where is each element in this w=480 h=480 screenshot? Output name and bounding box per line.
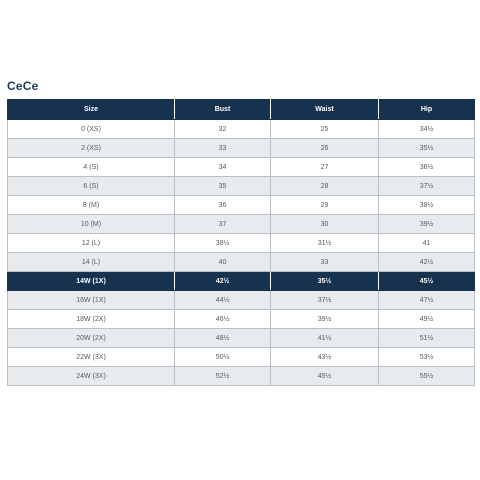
cell-bust: 34 [175,158,271,177]
table-row [8,367,475,386]
cell-bust: 40 [175,253,271,272]
cell-size: 8 (M) [8,196,175,215]
cell-hip: 35½ [379,139,475,158]
cell-waist: 25 [271,120,379,139]
cell-bust: 46½ [175,310,271,329]
table-row [8,291,475,310]
cell-hip: 38½ [379,196,475,215]
cell-waist: 45½ [271,367,379,386]
cell-hip: 55½ [379,367,475,386]
cell-size: 14W (1X) [8,272,175,291]
column-header-hip: Hip [379,100,475,120]
column-header-waist: Waist [271,100,379,120]
cell-bust: 33 [175,139,271,158]
cell-size: 4 (S) [8,158,175,177]
cell-size: 20W (2X) [8,329,175,348]
cell-waist: 28 [271,177,379,196]
table-row [8,234,475,253]
cell-size: 10 (M) [8,215,175,234]
table-row-highlighted [8,272,475,291]
table-row [8,177,475,196]
table-header-row [8,100,475,120]
cell-bust: 37 [175,215,271,234]
cell-hip: 51½ [379,329,475,348]
cell-waist: 30 [271,215,379,234]
table-row [8,196,475,215]
cell-size: 6 (S) [8,177,175,196]
cell-waist: 27 [271,158,379,177]
cell-hip: 36½ [379,158,475,177]
cell-hip: 37½ [379,177,475,196]
cell-size: 2 (XS) [8,139,175,158]
cell-bust: 44½ [175,291,271,310]
cell-hip: 53½ [379,348,475,367]
cell-hip: 45½ [379,272,475,291]
cell-bust: 52½ [175,367,271,386]
cell-waist: 39½ [271,310,379,329]
size-chart-table [7,99,475,386]
cell-size: 0 (XS) [8,120,175,139]
column-header-bust: Bust [175,100,271,120]
cell-waist: 29 [271,196,379,215]
table-row [8,329,475,348]
column-header-size: Size [8,100,175,120]
table-row [8,310,475,329]
cell-bust: 50½ [175,348,271,367]
cell-waist: 35½ [271,272,379,291]
cell-hip: 49½ [379,310,475,329]
cell-bust: 36 [175,196,271,215]
table-row [8,120,475,139]
table-row [8,253,475,272]
cell-hip: 34½ [379,120,475,139]
cell-waist: 31½ [271,234,379,253]
cell-hip: 47½ [379,291,475,310]
cell-waist: 43½ [271,348,379,367]
cell-waist: 26 [271,139,379,158]
cell-waist: 37½ [271,291,379,310]
cell-bust: 48½ [175,329,271,348]
cell-size: 22W (3X) [8,348,175,367]
cell-waist: 41½ [271,329,379,348]
cell-hip: 39½ [379,215,475,234]
table-row [8,215,475,234]
cell-bust: 42½ [175,272,271,291]
cell-size: 24W (3X) [8,367,175,386]
brand-title: CeCe [7,79,39,93]
table-row [8,139,475,158]
cell-bust: 32 [175,120,271,139]
cell-size: 14 (L) [8,253,175,272]
cell-size: 12 (L) [8,234,175,253]
table-row [8,158,475,177]
table-row [8,348,475,367]
cell-hip: 41 [379,234,475,253]
cell-size: 18W (2X) [8,310,175,329]
cell-waist: 33 [271,253,379,272]
cell-hip: 42½ [379,253,475,272]
cell-bust: 38½ [175,234,271,253]
cell-size: 16W (1X) [8,291,175,310]
cell-bust: 35 [175,177,271,196]
